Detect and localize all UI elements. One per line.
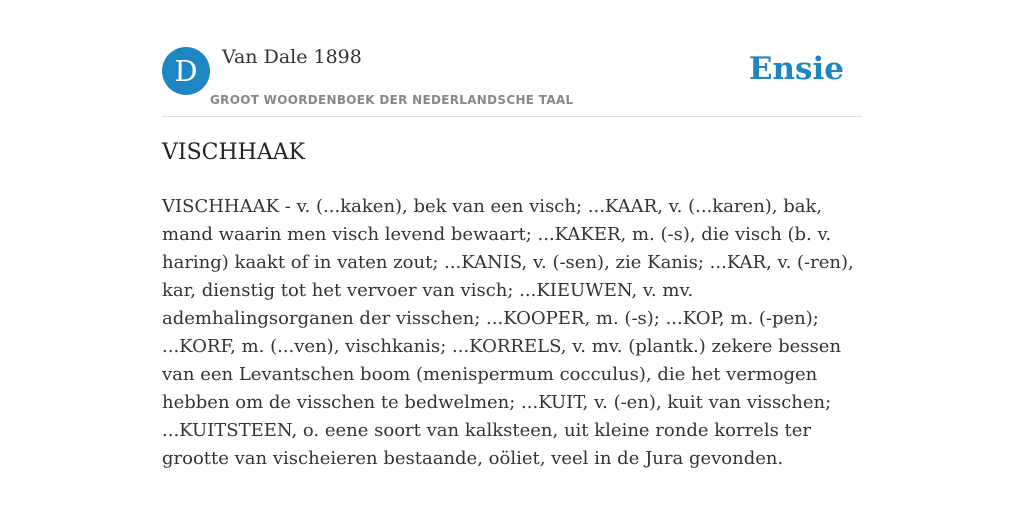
entry-definition: VISCHHAAK - v. (...kaken), bek van een visch; ...KAAR, v. (...karen), bak, mand waarin men visch levend bewaart; ...KAKER, m. (-s), die visch (b. v. haring) kaakt of in vaten zout; ...KANIS, v. (-sen), zie Kanis; ...KAR, v. (-ren), kar, dienstig tot het vervoer van visch; ...KIEUWEN, v. mv. ademhalingsorganen der visschen; ...KOOPER, m. (-s); ...KOP, m. (-pen); ...KORF, m. (...ven), vischkanis; ...KORRELS, v. mv. (plantk.) zekere bessen van een Levantschen boom (menispermum cocculus), die het vermogen hebben om de visschen te bedwelmen; ...KUIT, v. (-en), kuit van visschen; ...KUITSTEEN, o. eene soort van kalksteen, uit kleine ronde korrels ter grootte van vischeieren bestaande, oöliet, veel in de Jura gevonden. — [162, 196, 854, 469]
brand-logo[interactable]: Ensie — [748, 51, 844, 87]
dictionary-header — [162, 44, 862, 117]
dictionary-avatar[interactable]: D — [162, 47, 210, 95]
dictionary-subtitle: GROOT WOORDENBOEK DER NEDERLANDSCHE TAAL — [210, 93, 574, 107]
entry-headword: VISCHHAAK — [162, 140, 306, 165]
dictionary-title[interactable]: Van Dale 1898 — [222, 46, 362, 68]
